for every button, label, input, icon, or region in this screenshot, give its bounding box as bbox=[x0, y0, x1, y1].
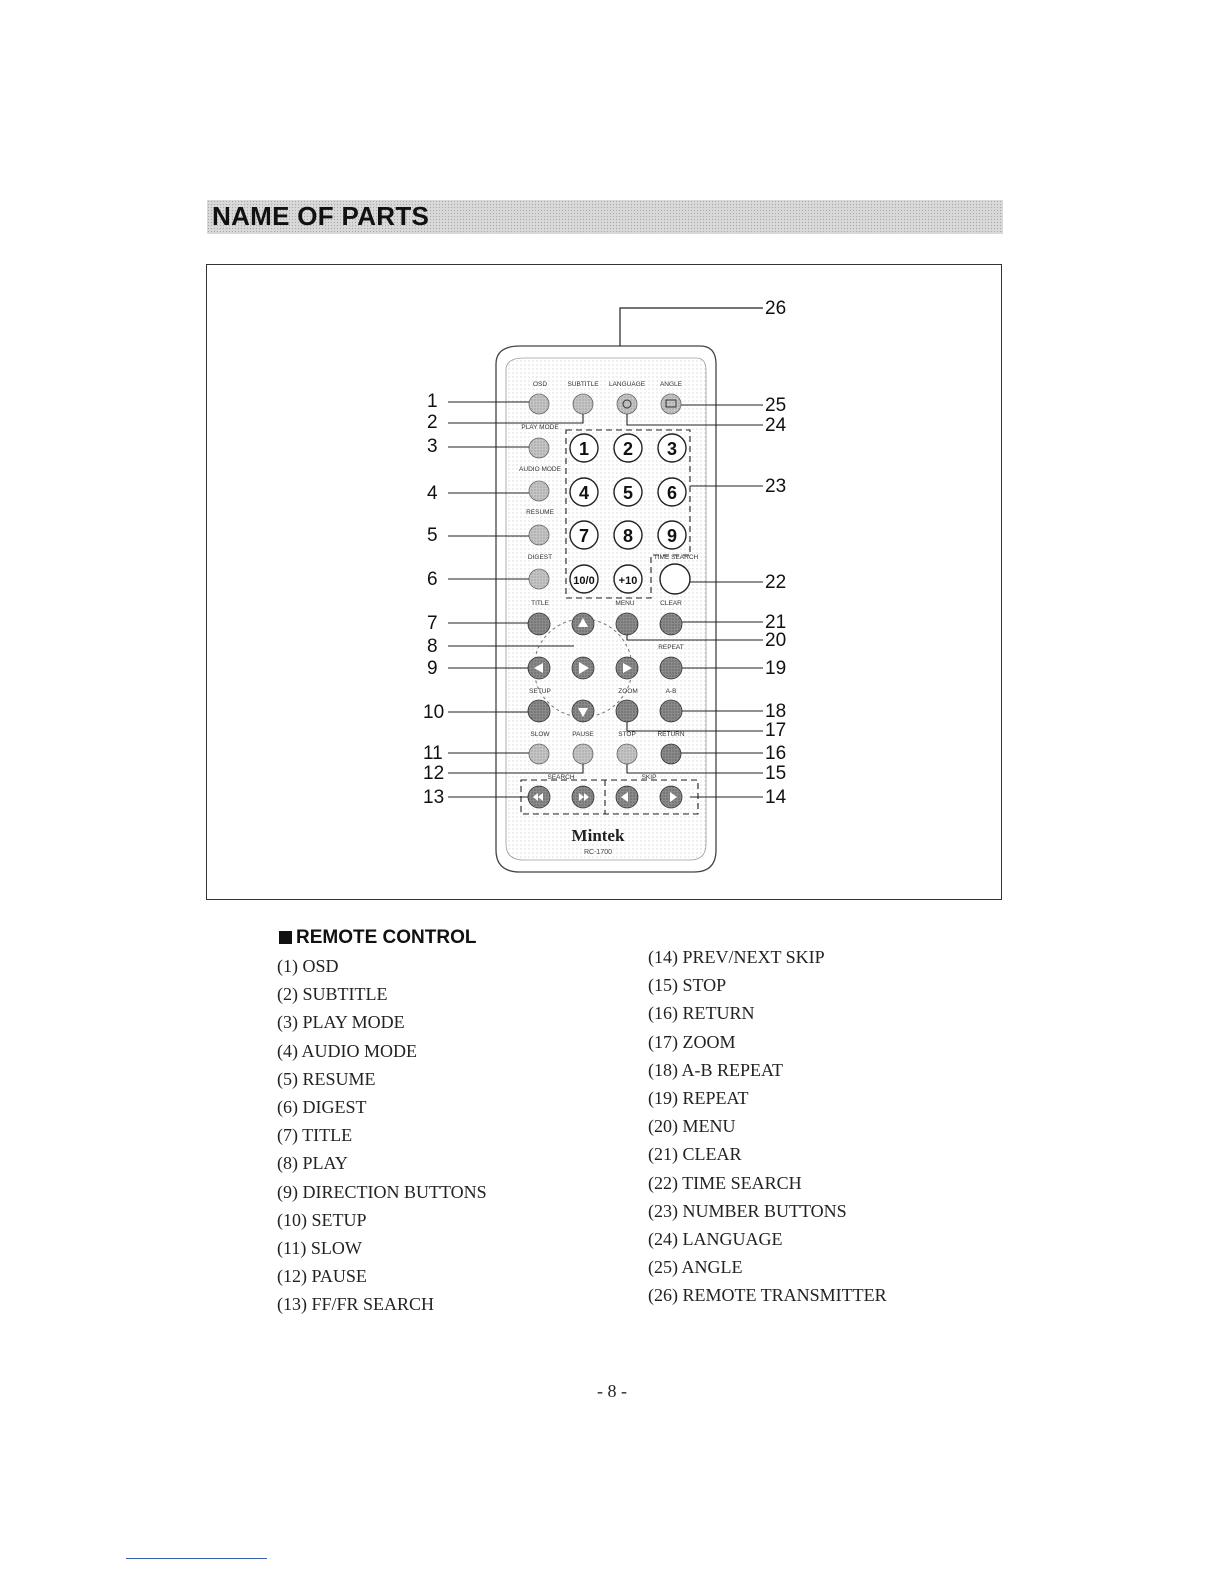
callout-2: 2 bbox=[427, 412, 438, 433]
legend-item: (14) PREV/NEXT SKIP bbox=[648, 947, 825, 967]
clear-button[interactable] bbox=[660, 613, 682, 635]
legend-item: (7) TITLE bbox=[277, 1125, 353, 1146]
osd-button[interactable] bbox=[529, 394, 549, 414]
number-key-10-0-label: 10/0 bbox=[573, 575, 595, 587]
legend-item: (9) DIRECTION BUTTONS bbox=[277, 1181, 487, 1202]
label-ab: A-B bbox=[665, 688, 677, 695]
legend-heading bbox=[279, 927, 477, 949]
label-skip: SKIP bbox=[641, 774, 657, 781]
legend-item: (25) ANGLE bbox=[648, 1257, 743, 1278]
callout-15: 15 bbox=[765, 763, 787, 784]
callout-23: 23 bbox=[765, 476, 787, 497]
setup-button[interactable] bbox=[528, 700, 550, 722]
callout-18: 18 bbox=[765, 701, 787, 722]
legend-item: (23) NUMBER BUTTONS bbox=[648, 1200, 847, 1221]
callout-8: 8 bbox=[427, 636, 438, 657]
legend-item: (4) AUDIO MODE bbox=[277, 1040, 417, 1061]
legend-list-right bbox=[648, 943, 887, 1310]
callout-26: 26 bbox=[765, 298, 787, 319]
number-key-6-label: 6 bbox=[666, 483, 678, 503]
legend-item: (12) PAUSE bbox=[277, 1266, 367, 1287]
section-title: NAME OF PARTS bbox=[212, 201, 430, 231]
callout-20: 20 bbox=[765, 630, 787, 651]
label-angle: ANGLE bbox=[659, 381, 683, 388]
legend-item: (6) DIGEST bbox=[277, 1097, 367, 1118]
label-digest: DIGEST bbox=[527, 554, 553, 561]
label-clear: CLEAR bbox=[660, 600, 682, 607]
legend-item: (16) RETURN bbox=[648, 1003, 755, 1024]
time-search-button[interactable] bbox=[660, 564, 690, 594]
stop-button[interactable] bbox=[617, 744, 637, 764]
subtitle-button[interactable] bbox=[573, 394, 593, 414]
number-key-2-label: 2 bbox=[622, 439, 634, 459]
label-return: RETURN bbox=[657, 731, 685, 738]
callout-6: 6 bbox=[427, 569, 438, 590]
number-key-1-label: 1 bbox=[578, 439, 590, 459]
callout-7: 7 bbox=[427, 613, 438, 634]
legend-item: (20) MENU bbox=[648, 1116, 736, 1137]
page-number: - 8 - bbox=[597, 1381, 627, 1401]
language-button[interactable] bbox=[617, 394, 637, 414]
legend-item: (10) SETUP bbox=[277, 1209, 367, 1230]
legend-item: (24) LANGUAGE bbox=[648, 1229, 783, 1250]
pause-button[interactable] bbox=[573, 744, 593, 764]
callout-21: 21 bbox=[765, 612, 787, 633]
legend-item: (18) A-B REPEAT bbox=[648, 1059, 783, 1080]
legend-item: (11) SLOW bbox=[277, 1238, 362, 1259]
legend-item: (8) PLAY bbox=[277, 1153, 348, 1174]
callout-10: 10 bbox=[423, 702, 445, 723]
label-play-mode: PLAY MODE bbox=[521, 424, 559, 431]
callout-16: 16 bbox=[765, 743, 787, 764]
number-key-plus-10-label: +10 bbox=[618, 575, 638, 587]
callout-14: 14 bbox=[765, 787, 787, 808]
callout-17: 17 bbox=[765, 720, 787, 741]
callout-9: 9 bbox=[427, 658, 438, 679]
callout-19: 19 bbox=[765, 658, 787, 679]
slow-button[interactable] bbox=[529, 744, 549, 764]
callout-24: 24 bbox=[765, 415, 787, 436]
callout-4: 4 bbox=[427, 483, 438, 504]
footer-rule bbox=[126, 1558, 267, 1559]
menu-button[interactable] bbox=[616, 613, 638, 635]
legend-item: (1) OSD bbox=[277, 956, 339, 976]
legend-item: (15) STOP bbox=[648, 975, 727, 996]
label-setup: SETUP bbox=[529, 688, 551, 695]
label-subtitle: SUBTITLE bbox=[567, 381, 599, 388]
legend-item: (19) REPEAT bbox=[648, 1088, 749, 1109]
zoom-button[interactable] bbox=[616, 700, 638, 722]
ab-repeat-button[interactable] bbox=[660, 700, 682, 722]
callout-1: 1 bbox=[427, 391, 438, 412]
repeat-button[interactable] bbox=[660, 657, 682, 679]
leader-26 bbox=[620, 308, 763, 346]
callout-3: 3 bbox=[427, 436, 438, 457]
callout-11: 11 bbox=[423, 743, 443, 764]
number-key-9-label: 9 bbox=[666, 526, 678, 546]
angle-button[interactable] bbox=[661, 394, 681, 414]
label-resume: RESUME bbox=[526, 509, 554, 516]
legend-item: (13) FF/FR SEARCH bbox=[277, 1294, 435, 1315]
return-button[interactable] bbox=[661, 744, 681, 764]
remote-brand-logo: Mintek bbox=[571, 826, 625, 845]
label-stop: STOP bbox=[618, 731, 636, 738]
legend-item: (5) RESUME bbox=[277, 1068, 376, 1089]
label-time-search: TIME SEARCH bbox=[653, 554, 699, 561]
callout-25: 25 bbox=[765, 395, 787, 416]
title-button[interactable] bbox=[528, 613, 550, 635]
legend-item: (3) PLAY MODE bbox=[277, 1012, 405, 1033]
label-pause: PAUSE bbox=[572, 731, 594, 738]
resume-button[interactable] bbox=[529, 525, 549, 545]
legend-item: (21) CLEAR bbox=[648, 1144, 742, 1165]
label-osd: OSD bbox=[532, 381, 548, 388]
number-key-7-label: 7 bbox=[578, 526, 590, 546]
callout-5: 5 bbox=[427, 525, 438, 546]
legend-heading-text: REMOTE CONTROL bbox=[296, 927, 477, 948]
audio-mode-button[interactable] bbox=[529, 481, 549, 501]
callout-12: 12 bbox=[423, 763, 445, 784]
number-key-3-label: 3 bbox=[666, 439, 678, 459]
label-zoom: ZOOM bbox=[618, 688, 638, 695]
legend-list-left bbox=[277, 952, 487, 1319]
label-repeat: REPEAT bbox=[658, 644, 684, 651]
number-key-5-label: 5 bbox=[622, 483, 634, 503]
label-audio-mode: AUDIO MODE bbox=[519, 466, 561, 473]
remote-model-number: RC-1700 bbox=[583, 849, 613, 856]
label-title: TITLE bbox=[531, 600, 549, 607]
label-search: SEARCH bbox=[547, 774, 575, 781]
number-key-8-label: 8 bbox=[622, 526, 634, 546]
callout-22: 22 bbox=[765, 572, 787, 593]
callout-13: 13 bbox=[423, 787, 445, 808]
label-menu: MENU bbox=[615, 600, 635, 607]
label-slow: SLOW bbox=[530, 731, 550, 738]
legend-item: (22) TIME SEARCH bbox=[648, 1172, 802, 1193]
digest-button[interactable] bbox=[529, 569, 549, 589]
legend-item: (2) SUBTITLE bbox=[277, 984, 388, 1005]
play-mode-button[interactable] bbox=[529, 438, 549, 458]
legend-item: (26) REMOTE TRANSMITTER bbox=[648, 1285, 887, 1306]
number-key-4-label: 4 bbox=[578, 483, 590, 503]
heading-square-icon bbox=[279, 931, 292, 944]
label-language: LANGUAGE bbox=[608, 381, 646, 388]
legend-item: (17) ZOOM bbox=[648, 1031, 736, 1052]
